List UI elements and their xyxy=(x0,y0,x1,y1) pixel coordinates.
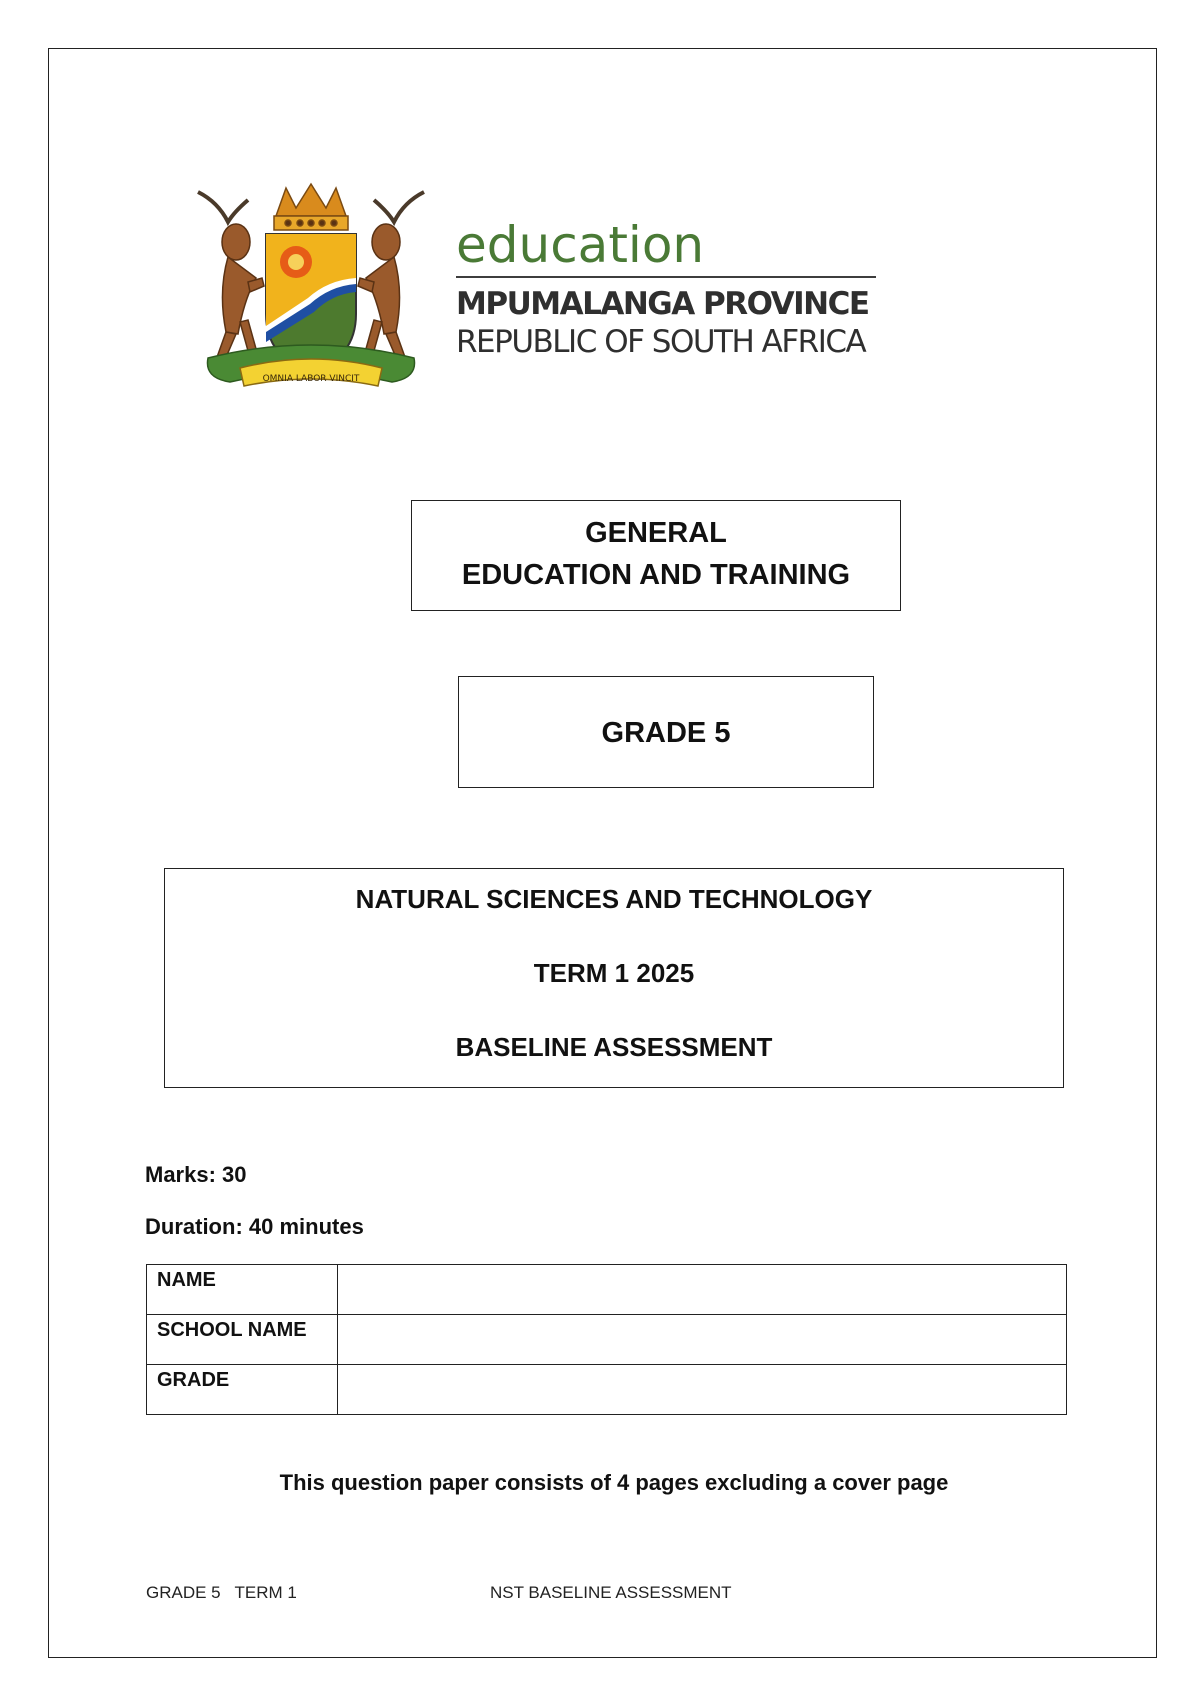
duration-label: Duration: 40 minutes xyxy=(145,1214,364,1239)
grade-box xyxy=(458,676,874,788)
school-name-field[interactable] xyxy=(338,1315,1067,1365)
coat-of-arms-icon xyxy=(178,182,444,400)
crown xyxy=(274,184,348,230)
marks-label: Marks: 30 xyxy=(145,1162,247,1187)
assessment-label: BASELINE ASSESSMENT xyxy=(455,1032,773,1062)
learner-details-table xyxy=(146,1264,1067,1415)
name-label: NAME xyxy=(147,1265,338,1315)
footer-title: NST BASELINE ASSESSMENT xyxy=(490,1583,732,1602)
grade-field[interactable] xyxy=(338,1365,1067,1415)
table-row xyxy=(147,1265,1067,1315)
footer-left-text: GRADE 5 TERM 1 xyxy=(146,1583,297,1602)
department-logo xyxy=(178,182,898,400)
logo-republic: REPUBLIC OF SOUTH AFRICA xyxy=(456,324,866,360)
table-row xyxy=(147,1365,1067,1415)
footer-grade-term xyxy=(146,1583,297,1603)
logo-province: MPUMALANGA PROVINCE xyxy=(456,286,869,322)
grade-label-cell: GRADE xyxy=(147,1365,338,1415)
left-kudu xyxy=(198,192,264,362)
table-row xyxy=(147,1315,1067,1365)
term-label: TERM 1 2025 xyxy=(533,958,695,988)
school-name-label: SCHOOL NAME xyxy=(147,1315,338,1365)
name-field[interactable] xyxy=(338,1265,1067,1315)
phase-heading-line1: GENERAL xyxy=(585,517,727,549)
logo-education: education xyxy=(456,220,876,278)
phase-heading-box xyxy=(411,500,901,611)
phase-heading-line2: EDUCATION AND TRAINING xyxy=(461,559,851,591)
logo-text xyxy=(456,216,896,360)
grade-label: GRADE 5 xyxy=(601,717,731,749)
subject-title: NATURAL SCIENCES AND TECHNOLOGY xyxy=(355,884,873,914)
subject-box xyxy=(164,868,1064,1088)
page-count-note: This question paper consists of 4 pages excluding a cover page xyxy=(279,1470,949,1495)
right-kudu xyxy=(358,192,424,362)
motto-text: OMNIA LABOR VINCIT xyxy=(262,374,360,384)
